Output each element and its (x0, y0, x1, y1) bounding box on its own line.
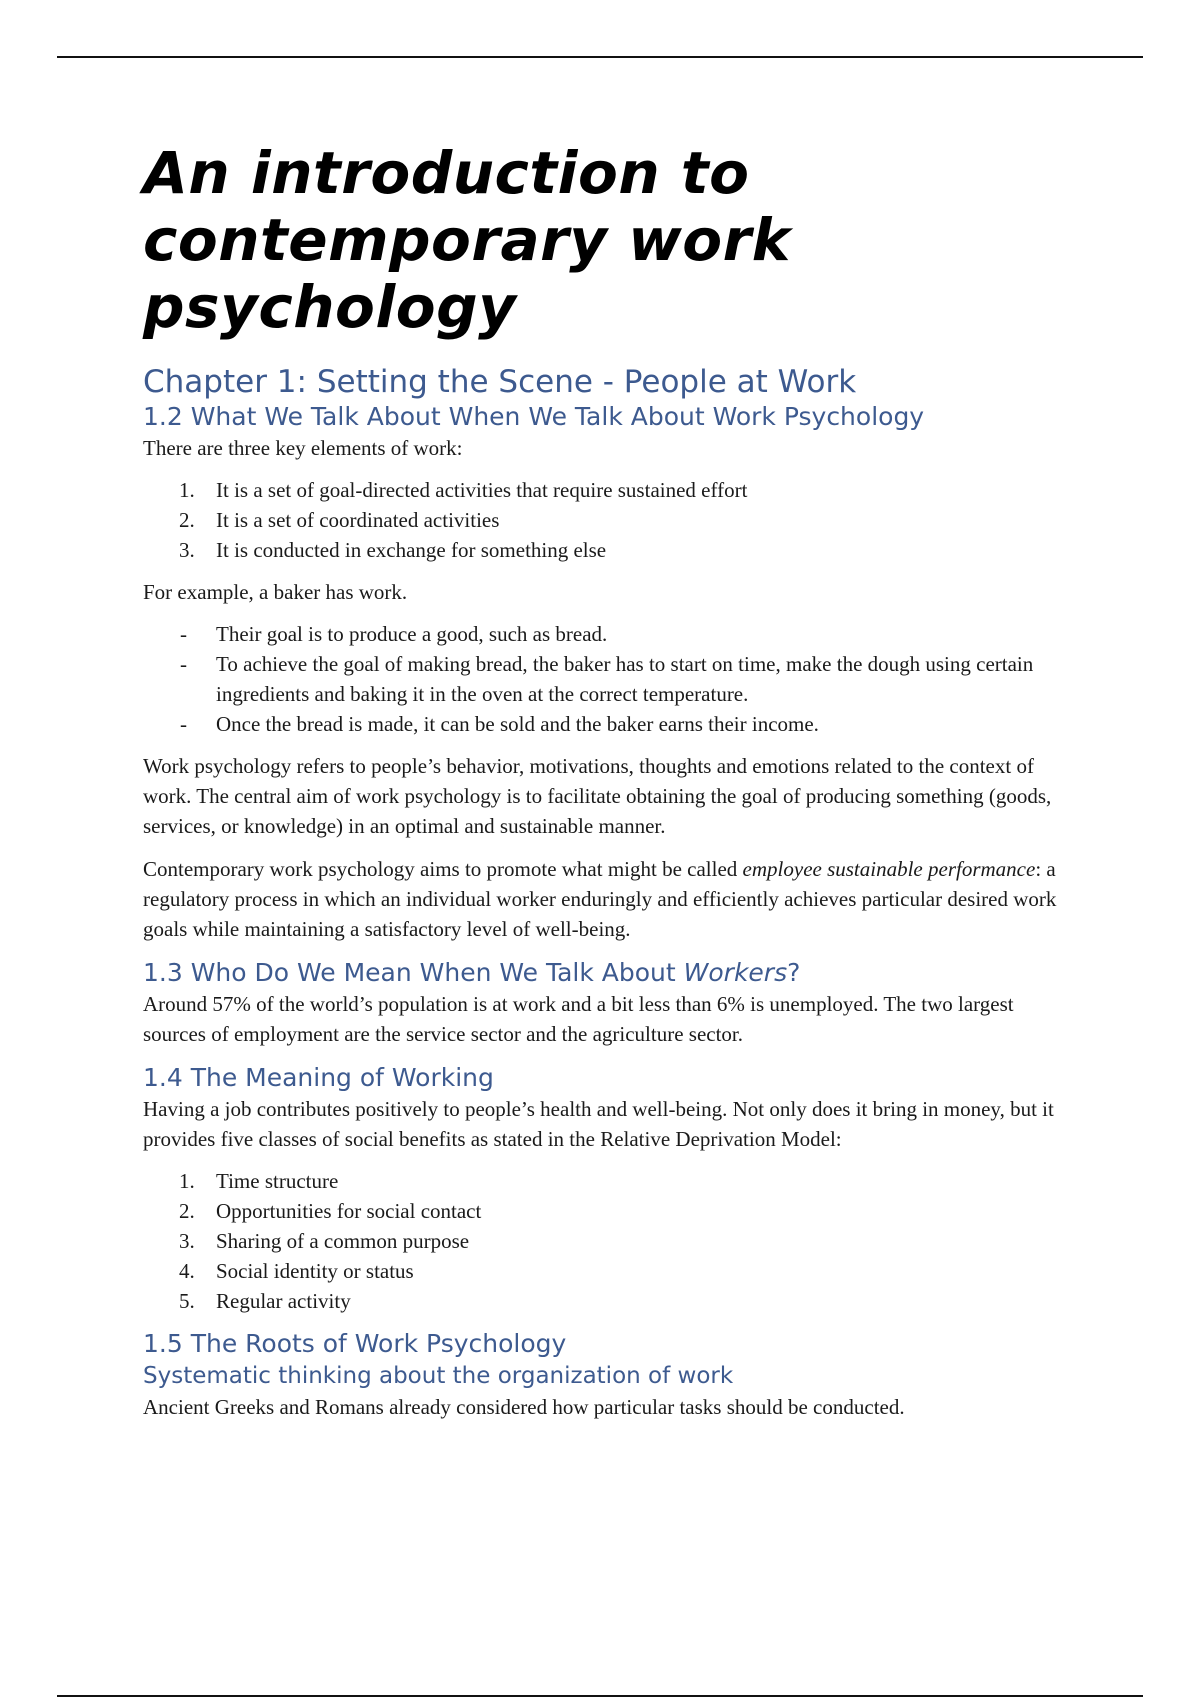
sustainable-performance-paragraph: Contemporary work psychology aims to promote what might be called employee sustainable performance: a regulatory process in which an individual worker enduringly and efficiently achieves particular desired work goals while maintaining a satisfactory level of well-being. (143, 857, 1057, 941)
baker-example-list (143, 619, 1063, 739)
list-item: 1. Time structure (143, 1166, 1063, 1196)
list-number: 3. (179, 1229, 195, 1253)
dash-bullet: - (180, 712, 187, 736)
section-1-3-paragraph: Around 57% of the world’s population is at work and a bit less than 6% is unemployed. The two largest sources of employment are the service sector and the agriculture sector. (143, 992, 1014, 1046)
list-number: 3. (179, 538, 195, 562)
emphasis-term: employee sustainable performance (742, 857, 1036, 881)
list-number: 4. (179, 1259, 195, 1283)
list-item: - To achieve the goal of making bread, the baker has to start on time, make the dough using certain ingredients and baking it in the oven at the correct temperature. (143, 649, 1063, 709)
work-elements-list (143, 475, 1063, 565)
section-1-4-heading: 1.4 The Meaning of Working (143, 1063, 494, 1092)
list-item: 2. Opportunities for social contact (143, 1196, 1063, 1226)
list-item: 2. It is a set of coordinated activities (143, 505, 1063, 535)
list-item: 5. Regular activity (143, 1286, 1063, 1316)
list-number: 5. (179, 1289, 195, 1313)
document-title: An introduction to contemporary work psychology (143, 139, 791, 341)
example-intro: For example, a baker has work. (143, 580, 408, 604)
list-item: 4. Social identity or status (143, 1256, 1063, 1286)
section-1-2-heading: 1.2 What We Talk About When We Talk About Work Psychology (143, 402, 925, 431)
social-benefits-list (143, 1166, 1063, 1316)
section-1-2-intro: There are three key elements of work: (143, 436, 463, 460)
list-item: - Their goal is to produce a good, such as bread. (143, 619, 1063, 649)
top-rule (57, 56, 1143, 58)
document-page (143, 140, 1063, 1422)
section-1-4-paragraph: Having a job contributes positively to people’s health and well-being. Not only does it bring in money, but it provides five classes of social benefits as stated in the Relative Deprivation Model: (143, 1097, 1054, 1151)
list-number: 2. (179, 1199, 195, 1223)
work-psychology-definition: Work psychology refers to people’s behavior, motivations, thoughts and emotions related to the context of work. The central aim of work psychology is to facilitate obtaining the goal of producing something (goods, services, or knowledge) in an optimal and sustainable manner. (143, 754, 1052, 838)
list-number: 2. (179, 508, 195, 532)
list-item: 1. It is a set of goal-directed activities that require sustained effort (143, 475, 1063, 505)
section-1-5-paragraph: Ancient Greeks and Romans already considered how particular tasks should be conducted. (143, 1395, 905, 1419)
section-1-5-heading: 1.5 The Roots of Work Psychology (143, 1329, 567, 1358)
dash-bullet: - (180, 622, 187, 646)
list-number: 1. (179, 478, 195, 502)
dash-bullet: - (180, 652, 187, 676)
list-item: 3. It is conducted in exchange for something else (143, 535, 1063, 565)
list-number: 1. (179, 1169, 195, 1193)
section-1-5-subheading: Systematic thinking about the organization of work (143, 1363, 734, 1389)
section-1-3-heading: 1.3 Who Do We Mean When We Talk About Workers? (143, 958, 801, 987)
list-item: 3. Sharing of a common purpose (143, 1226, 1063, 1256)
list-item: - Once the bread is made, it can be sold and the baker earns their income. (143, 709, 1063, 739)
chapter-heading: Chapter 1: Setting the Scene - People at Work (143, 364, 857, 400)
bottom-rule (57, 1695, 1143, 1697)
